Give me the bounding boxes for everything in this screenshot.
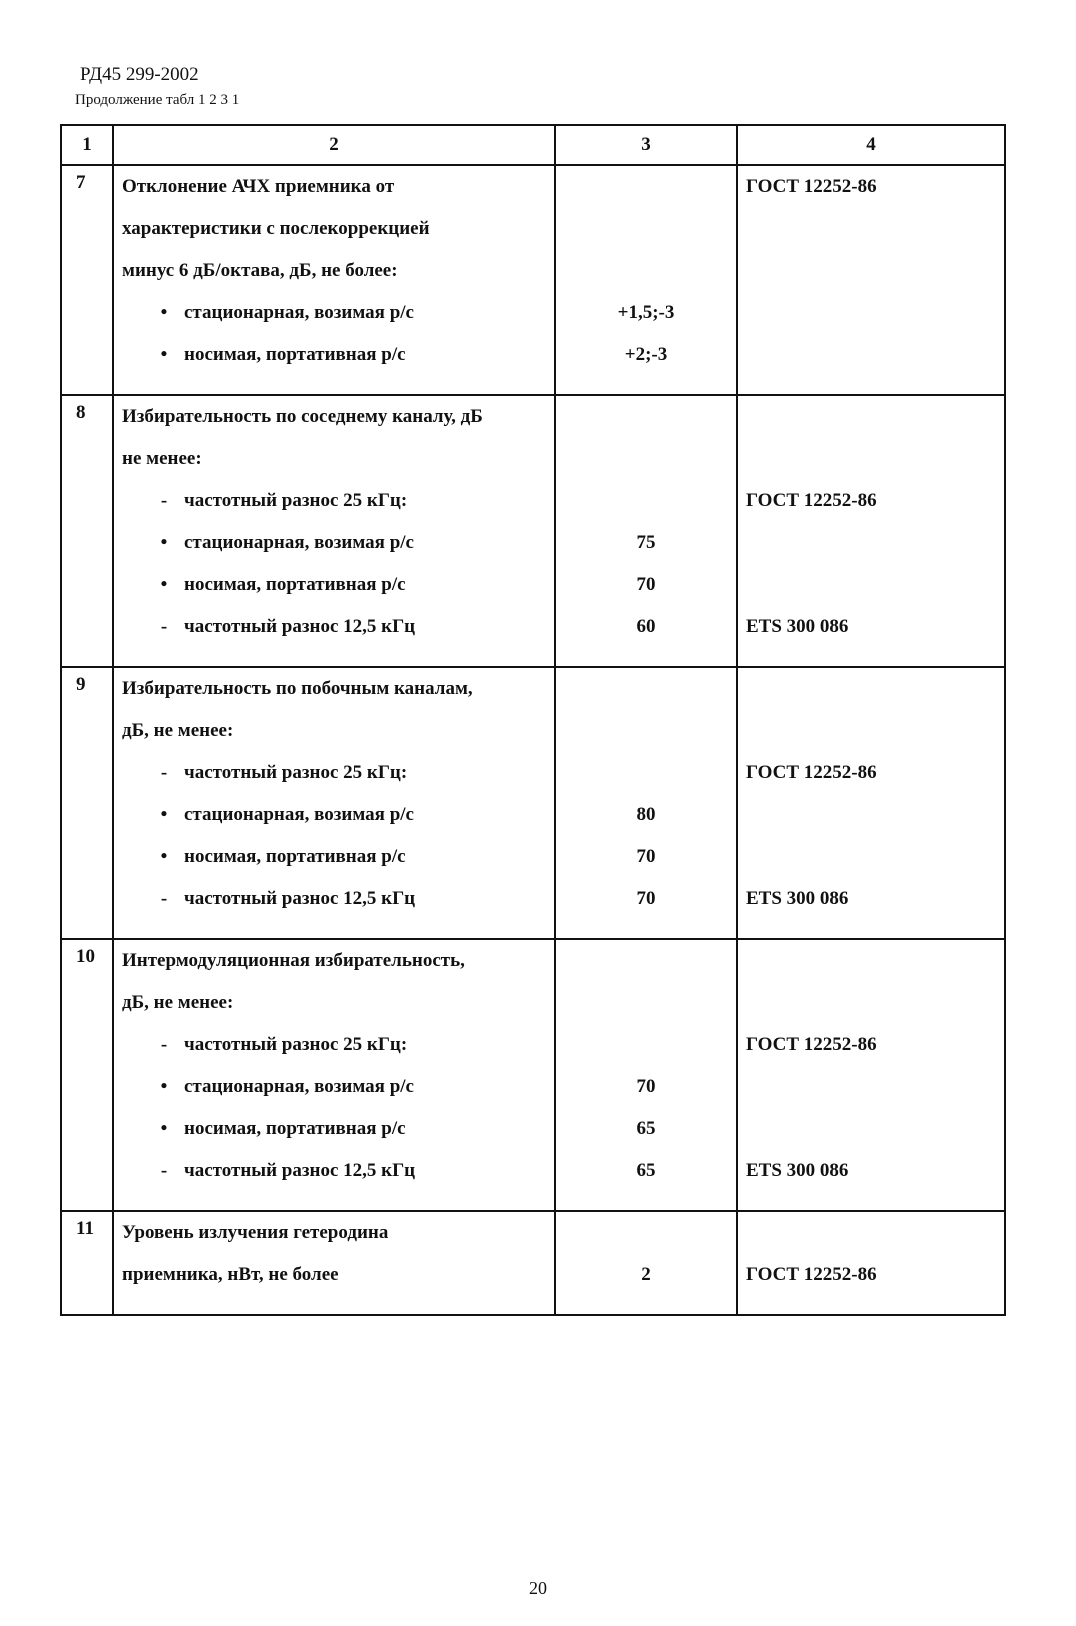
standard-reference xyxy=(738,564,1004,606)
value-cell xyxy=(555,165,737,395)
parameter-cell xyxy=(113,939,555,1211)
cell-spacer xyxy=(556,376,736,394)
value-cell xyxy=(555,1211,737,1315)
dash-icon: - xyxy=(160,762,168,783)
parameter-item-text: частотный разнос 12,5 кГц xyxy=(184,1160,416,1181)
standard-reference: ГОСТ 12252-86 xyxy=(746,762,877,783)
value-blank xyxy=(556,940,736,982)
bullet-icon: • xyxy=(160,1076,168,1097)
spec-table xyxy=(60,124,1006,1316)
value-cell xyxy=(555,939,737,1211)
parameter-item xyxy=(114,1254,554,1296)
cell-spacer xyxy=(556,920,736,938)
row-number: 10 xyxy=(61,939,113,1211)
parameter-title-line: Отклонение АЧХ приемника от xyxy=(122,176,395,197)
value-cell xyxy=(555,395,737,667)
bullet-icon: • xyxy=(160,302,168,323)
parameter-value: 70 xyxy=(636,574,656,595)
page-number: 20 xyxy=(529,1578,547,1598)
parameter-value: 60 xyxy=(636,616,656,637)
standard-reference: ГОСТ 12252-86 xyxy=(746,1264,877,1285)
standard-reference: ГОСТ 12252-86 xyxy=(746,1034,877,1055)
table-row xyxy=(61,395,1005,667)
parameter-item-text: приемника, нВт, не более xyxy=(122,1264,339,1285)
parameter-item xyxy=(114,1150,554,1192)
value-blank xyxy=(556,1212,736,1254)
value-blank xyxy=(556,438,736,480)
parameter-item-text: частотный разнос 25 кГц: xyxy=(184,762,408,783)
parameter-title-line: минус 6 дБ/октава, дБ, не более: xyxy=(122,260,398,281)
parameter-value: 70 xyxy=(636,846,656,867)
standard-reference: ETS 300 086 xyxy=(746,616,849,637)
parameter-item xyxy=(114,292,554,334)
table-row xyxy=(61,1211,1005,1315)
table-header-row xyxy=(61,125,1005,165)
parameter-item xyxy=(114,1066,554,1108)
title-standard xyxy=(738,1212,1004,1254)
parameter-item-text: носимая, портативная р/с xyxy=(184,574,406,595)
parameter-title-line: характеристики с послекоррекцией xyxy=(122,218,430,239)
parameter-item xyxy=(114,564,554,606)
parameter-item xyxy=(114,752,554,794)
row-number: 7 xyxy=(61,165,113,395)
parameter-cell xyxy=(113,1211,555,1315)
standard-cell xyxy=(737,395,1005,667)
parameter-item-text: стационарная, возимая р/с xyxy=(184,302,414,323)
standard-blank xyxy=(738,710,1004,752)
header-cell: 3 xyxy=(555,125,737,165)
header-cell: 1 xyxy=(61,125,113,165)
title-standard: ГОСТ 12252-86 xyxy=(746,176,877,197)
parameter-title-line: дБ, не менее: xyxy=(122,720,234,741)
value-blank xyxy=(556,396,736,438)
parameter-item-text: носимая, портативная р/с xyxy=(184,1118,406,1139)
value-blank xyxy=(556,250,736,292)
table-continuation-label: Продолжение табл 1 2 3 1 xyxy=(75,92,240,108)
standard-reference xyxy=(738,1066,1004,1108)
title-standard xyxy=(738,940,1004,982)
row-number: 8 xyxy=(61,395,113,667)
bullet-icon: • xyxy=(160,804,168,825)
dash-icon: - xyxy=(160,1034,168,1055)
parameter-item xyxy=(114,606,554,648)
cell-spacer xyxy=(114,1296,554,1314)
parameter-value: 75 xyxy=(636,532,656,553)
parameter-value: +1,5;-3 xyxy=(617,302,675,323)
bullet-icon: • xyxy=(160,1118,168,1139)
standard-reference xyxy=(738,522,1004,564)
bullet-icon: • xyxy=(160,532,168,553)
parameter-item-text: частотный разнос 25 кГц: xyxy=(184,490,408,511)
bullet-icon: • xyxy=(160,344,168,365)
parameter-value xyxy=(556,480,736,522)
parameter-item-text: частотный разнос 12,5 кГц xyxy=(184,616,416,637)
standard-reference: ETS 300 086 xyxy=(746,888,849,909)
cell-spacer xyxy=(114,648,554,666)
dash-icon: - xyxy=(160,616,168,637)
header-cell: 4 xyxy=(737,125,1005,165)
parameter-value xyxy=(556,752,736,794)
parameter-item-text: частотный разнос 25 кГц: xyxy=(184,1034,408,1055)
table-row xyxy=(61,667,1005,939)
title-standard xyxy=(738,668,1004,710)
cell-spacer xyxy=(738,648,1004,666)
standard-reference xyxy=(738,292,1004,334)
value-blank xyxy=(556,982,736,1024)
row-number: 9 xyxy=(61,667,113,939)
standard-blank xyxy=(738,208,1004,250)
bullet-icon: • xyxy=(160,846,168,867)
standard-blank xyxy=(738,438,1004,480)
standard-reference xyxy=(738,836,1004,878)
standard-reference: ГОСТ 12252-86 xyxy=(746,490,877,511)
value-blank xyxy=(556,166,736,208)
cell-spacer xyxy=(114,376,554,394)
cell-spacer xyxy=(738,1192,1004,1210)
standard-blank xyxy=(738,250,1004,292)
parameter-value: 65 xyxy=(636,1118,656,1139)
parameter-value: 70 xyxy=(636,888,656,909)
parameter-item-text: стационарная, возимая р/с xyxy=(184,1076,414,1097)
parameter-item xyxy=(114,522,554,564)
dash-icon: - xyxy=(160,1160,168,1181)
title-standard xyxy=(738,396,1004,438)
table-body xyxy=(61,165,1005,1315)
parameter-item xyxy=(114,1024,554,1066)
parameter-item xyxy=(114,480,554,522)
parameter-item xyxy=(114,334,554,376)
value-blank xyxy=(556,668,736,710)
parameter-value: +2;-3 xyxy=(624,344,668,365)
parameter-item-text: стационарная, возимая р/с xyxy=(184,804,414,825)
parameter-item-text: носимая, портативная р/с xyxy=(184,344,406,365)
parameter-cell xyxy=(113,165,555,395)
parameter-item-text: стационарная, возимая р/с xyxy=(184,532,414,553)
standard-reference: ETS 300 086 xyxy=(746,1160,849,1181)
table-row xyxy=(61,939,1005,1211)
parameter-cell xyxy=(113,395,555,667)
standard-reference xyxy=(738,334,1004,376)
bullet-icon: • xyxy=(160,574,168,595)
standard-cell xyxy=(737,667,1005,939)
standard-reference xyxy=(738,794,1004,836)
document-code: РД45 299-2002 xyxy=(80,64,199,85)
cell-spacer xyxy=(556,1192,736,1210)
parameter-title-line: Уровень излучения гетеродина xyxy=(122,1222,389,1243)
cell-spacer xyxy=(114,1192,554,1210)
dash-icon: - xyxy=(160,490,168,511)
parameter-title-line: Интермодуляционная избирательность, xyxy=(122,950,465,971)
row-number: 11 xyxy=(61,1211,113,1315)
value-cell xyxy=(555,667,737,939)
cell-spacer xyxy=(114,920,554,938)
standard-blank xyxy=(738,982,1004,1024)
parameter-value: 2 xyxy=(641,1264,651,1285)
parameter-item xyxy=(114,878,554,920)
parameter-value xyxy=(556,1024,736,1066)
parameter-title-line: дБ, не менее: xyxy=(122,992,234,1013)
parameter-value: 70 xyxy=(636,1076,656,1097)
header-cell: 2 xyxy=(113,125,555,165)
cell-spacer xyxy=(556,648,736,666)
parameter-cell xyxy=(113,667,555,939)
table-row xyxy=(61,165,1005,395)
parameter-title-line: не менее: xyxy=(122,448,202,469)
parameter-title-line: Избирательность по побочным каналам, xyxy=(122,678,473,699)
value-blank xyxy=(556,710,736,752)
cell-spacer xyxy=(738,1296,1004,1314)
cell-spacer xyxy=(738,920,1004,938)
parameter-item xyxy=(114,836,554,878)
cell-spacer xyxy=(556,1296,736,1314)
value-blank xyxy=(556,208,736,250)
standard-reference xyxy=(738,1108,1004,1150)
parameter-item-text: частотный разнос 12,5 кГц xyxy=(184,888,416,909)
parameter-item-text: носимая, портативная р/с xyxy=(184,846,406,867)
standard-cell xyxy=(737,939,1005,1211)
standard-cell xyxy=(737,1211,1005,1315)
parameter-title-line: Избирательность по соседнему каналу, дБ xyxy=(122,406,483,427)
parameter-value: 80 xyxy=(636,804,656,825)
parameter-item xyxy=(114,1108,554,1150)
dash-icon: - xyxy=(160,888,168,909)
cell-spacer xyxy=(738,376,1004,394)
parameter-value: 65 xyxy=(636,1160,656,1181)
standard-cell xyxy=(737,165,1005,395)
parameter-item xyxy=(114,794,554,836)
